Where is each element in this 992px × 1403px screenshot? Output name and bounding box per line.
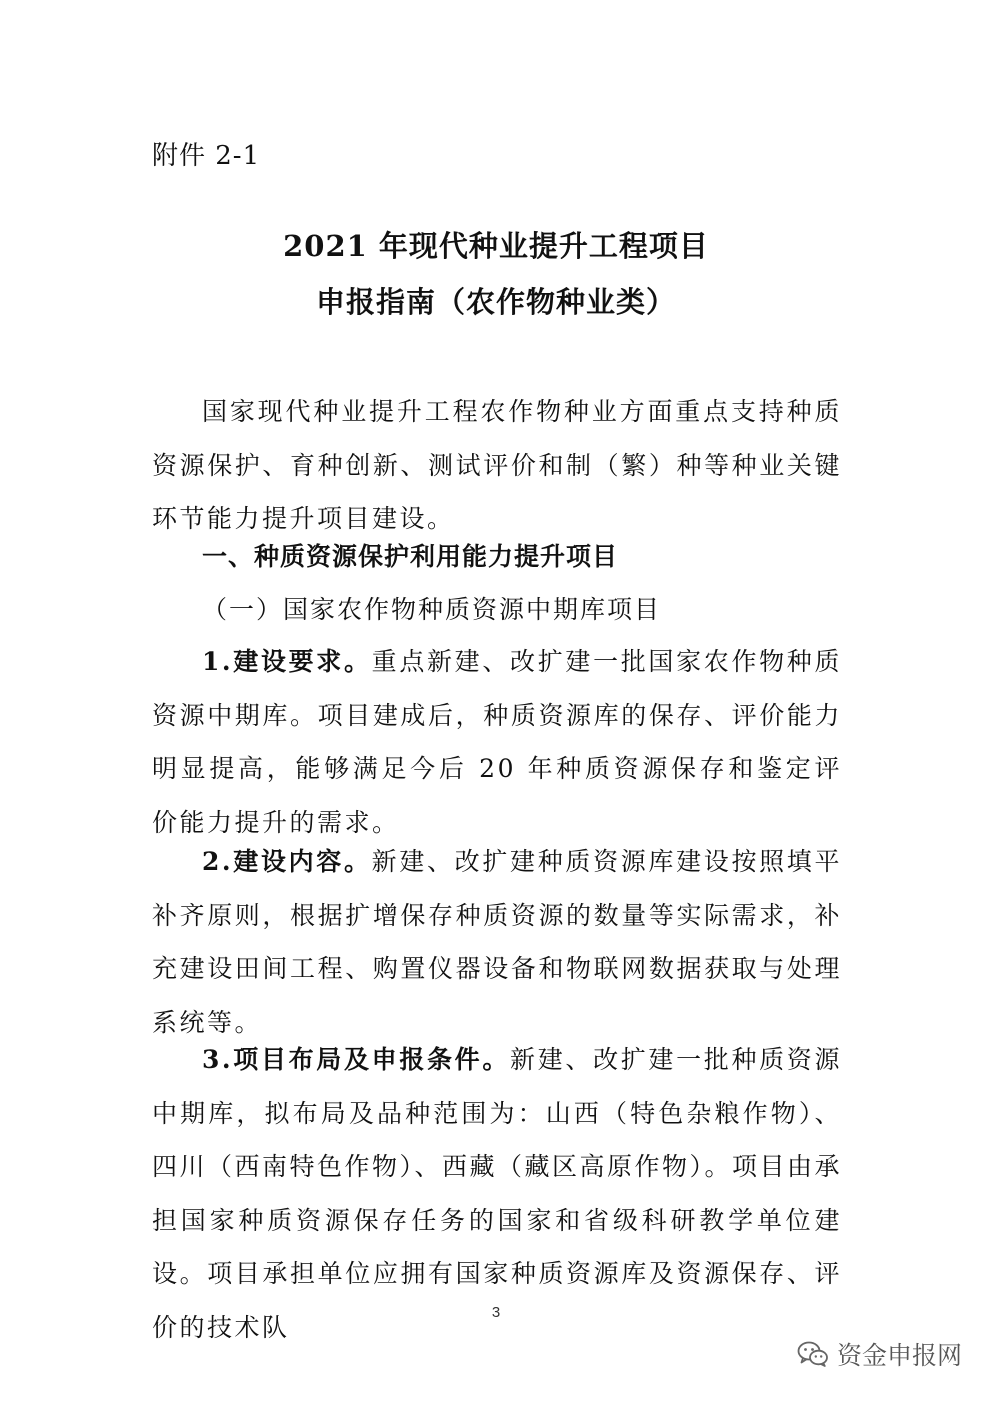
wechat-icon	[797, 1340, 829, 1368]
intro-paragraph: 国家现代种业提升工程农作物种业方面重点支持种质资源保护、育种创新、测试评价和制（繁）种等种业关键环节能力提升项目建设。	[152, 397, 842, 534]
item-lead-1: 1.建设要求。	[202, 647, 372, 676]
document-title-line2: 申报指南（农作物种业类）	[315, 285, 676, 319]
section-heading: 一、种质资源保护利用能力提升项目	[202, 542, 619, 571]
item-text-2: 新建、改扩建种质资源库建设按照填平补齐原则，根据扩增保存种质资源的数量等实际需求，补充建设田间工程、购置仪器设备和物联网数据获取与处理系统等。	[152, 847, 842, 1037]
item-paragraph-2	[152, 835, 842, 1049]
item-text-1: 重点新建、改扩建一批国家农作物种质资源中期库。项目建成后，种质资源库的保存、评价能力明显提高，能够满足今后 20 年种质资源保存和鉴定评价能力提升的需求。	[152, 647, 842, 837]
subsection-heading: （一）国家农作物种质资源中期库项目	[202, 595, 662, 624]
item-text-3: 新建、改扩建一批种质资源中期库，拟布局及品种范围为：山西（特色杂粮作物）、四川（西南特色作物）、西藏（藏区高原作物）。项目由承担国家种质资源保存任务的国家和省级科研教学单位建设。项目承担单位应拥有国家种质资源库及资源保存、评价的技术队	[152, 1045, 843, 1342]
attachment-label: 附件 2-1	[152, 141, 261, 171]
item-lead-2: 2.建设内容。	[202, 847, 372, 876]
document-title-line1: 2021 年现代种业提升工程项目	[283, 229, 709, 263]
watermark-text: 资金申报网	[836, 1341, 962, 1370]
watermark	[797, 1336, 962, 1372]
item-lead-3: 3.项目布局及申报条件。	[202, 1045, 511, 1074]
page-number: 3	[491, 1304, 501, 1321]
item-paragraph-1	[152, 635, 842, 849]
